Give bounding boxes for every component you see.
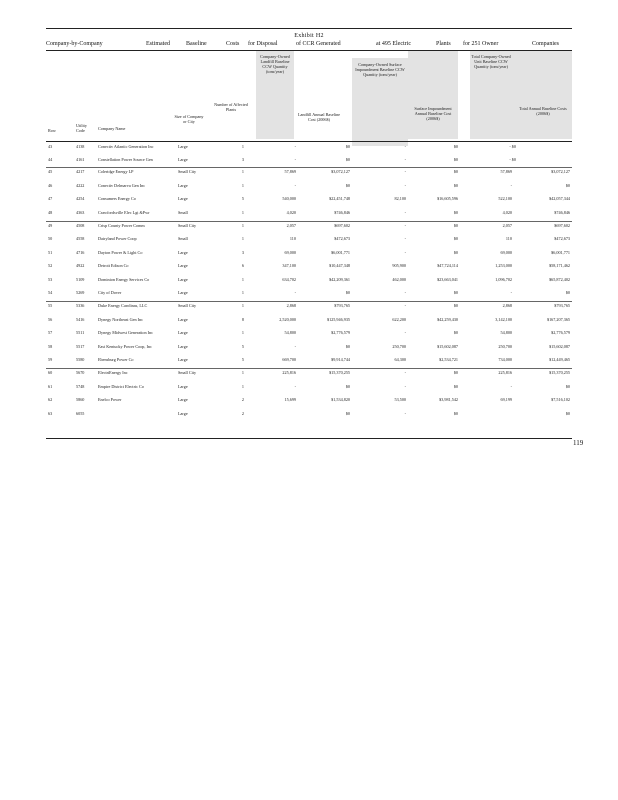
cell-surface-cost: $2,534,721: [439, 357, 458, 362]
cell-landfill-qty: -: [294, 290, 296, 295]
cell-company-name: Crisp County Power Comm: [98, 223, 145, 228]
col-header-surface-qty: Company-Owned Surface Impoundment Baseline CCW Quantity (tons/year): [355, 62, 405, 77]
cell-landfill-qty: 57,869: [284, 169, 296, 175]
cell-utility-code: 5670: [76, 370, 85, 376]
col-header-total-cost: Total Annual Baseline Costs (2006$): [519, 106, 567, 116]
cell-surface-cost: $0: [453, 169, 458, 175]
cell-landfill-cost: $0: [345, 290, 350, 295]
cell-size: Large: [178, 316, 188, 322]
cell-surface-qty: 53,500: [394, 397, 406, 403]
cell-company-name: City of Dover: [98, 290, 122, 295]
cell-landfill-cost: $9,914,744: [331, 357, 350, 362]
cell-surface-cost: $0: [453, 182, 458, 188]
cell-surface-qty: -: [404, 330, 406, 336]
cell-landfill-cost: $0: [345, 157, 350, 163]
cell-row: 56: [48, 316, 53, 322]
cell-size: Large: [178, 330, 188, 336]
cell-surface-cost: $0: [453, 370, 458, 376]
cell-size: Large: [178, 383, 188, 389]
cell-utility-code: 4363: [76, 209, 85, 215]
cell-plants: 2: [241, 397, 244, 403]
cell-row: 50: [48, 236, 53, 242]
cell-company-name: Coleridge Energy LP: [98, 169, 134, 175]
cell-landfill-cost: $697,602: [334, 223, 350, 228]
cell-size: Small City: [178, 169, 197, 175]
cell-row: 55: [48, 303, 53, 309]
cell-surface-qty: -: [404, 157, 406, 163]
cell-plants: 1: [241, 209, 244, 215]
cell-company-name: Enelco Power: [98, 397, 122, 403]
cell-row: 53: [48, 276, 53, 282]
cell-row: 63: [48, 410, 53, 416]
cell-company-name: Dayton Power & Light Co: [98, 249, 143, 255]
cell-total: - $0: [509, 157, 516, 163]
cell-total-cost: $2,776,579: [551, 330, 570, 336]
cell-size: Large: [178, 357, 188, 362]
cell-row: 62: [48, 397, 53, 403]
cell-total-cost: $697,602: [554, 223, 570, 228]
cell-size: Small: [178, 209, 188, 215]
cell-landfill-qty: -: [294, 157, 296, 163]
page-number: 119: [573, 439, 584, 447]
cell-landfill-qty: -: [294, 343, 296, 349]
cell-row: 44: [48, 157, 53, 163]
header-band: [408, 51, 458, 139]
cell-company-name: Consumers Energy Co: [98, 196, 136, 202]
cell-landfill-qty: 347,100: [282, 263, 296, 269]
cell-surface-qty: -: [404, 144, 406, 149]
cell-surface-cost: $0: [453, 330, 458, 336]
cell-utility-code: 5269: [76, 290, 85, 295]
cell-utility-code: 4716: [76, 249, 85, 255]
cell-utility-code: 5517: [76, 343, 85, 349]
title-part: for 251 Owner: [463, 41, 499, 47]
cell-plants: 1: [241, 383, 244, 389]
cell-landfill-qty: 2,520,000: [279, 316, 296, 322]
cell-total-qty: 4,020: [502, 209, 512, 215]
cell-surface-qty: 905,900: [392, 263, 406, 269]
cell-size: Small: [178, 236, 188, 242]
cell-row: 49: [48, 223, 53, 228]
cell-utility-code: 4222: [76, 182, 85, 188]
cell-size: Small City: [178, 370, 197, 376]
cell-row: 57: [48, 330, 53, 336]
cell-size: Small City: [178, 223, 197, 228]
cell-size: Large: [178, 144, 188, 149]
title-part: Plants: [436, 41, 451, 47]
cell-total-cost: $167,207,365: [546, 316, 570, 322]
title-part: Costs: [226, 41, 240, 47]
cell-landfill-qty: 15,699: [284, 397, 296, 403]
cell-total-cost: $15,602,087: [549, 343, 570, 349]
cell-utility-code: 4254: [76, 196, 85, 202]
cell-landfill-qty: 669,700: [282, 357, 296, 362]
cell-company-name: Ebensburg Power Co: [98, 357, 134, 362]
cell-utility-code: 4161: [76, 157, 85, 163]
cell-total-qty: 110: [505, 236, 512, 242]
cell-company-name: Conectiv Delmarva Gen Inc: [98, 182, 146, 188]
cell-surface-cost: $0: [453, 157, 458, 163]
cell-total-qty: -: [510, 290, 512, 295]
cell-surface-qty: 64,300: [394, 357, 406, 362]
cell-plants: 1: [241, 236, 244, 242]
cell-surface-qty: -: [404, 209, 406, 215]
cell-plants: 1: [241, 182, 244, 188]
cell-total-cost: $746,846: [554, 209, 570, 215]
col-header-size: Size of Company or City: [174, 114, 204, 124]
cell-total-cost: $12,449,465: [549, 357, 570, 362]
title-part: at 495 Electric: [376, 41, 411, 47]
cell-landfill-qty: 69,000: [284, 249, 296, 255]
cell-plants: 3: [241, 157, 244, 163]
cell-landfill-cost: $2,776,579: [331, 330, 350, 336]
cell-total-qty: -: [510, 182, 512, 188]
cell-total-qty: 2,868: [502, 303, 512, 309]
cell-landfill-cost: $22,451,748: [329, 196, 350, 202]
cell-landfill-qty: 2,057: [286, 223, 296, 228]
cell-surface-qty: 250,700: [392, 343, 406, 349]
cell-landfill-cost: $1,534,820: [331, 397, 350, 403]
col-header-row: Row: [48, 128, 56, 133]
cell-total-qty: 69,199: [500, 397, 512, 403]
cell-size: Large: [178, 157, 188, 163]
cell-total-cost: $0: [565, 410, 570, 416]
cell-utility-code: 5860: [76, 397, 85, 403]
cell-landfill-cost: $746,846: [334, 209, 350, 215]
cell-utility-code: 4217: [76, 169, 85, 175]
cell-landfill-cost: $0: [345, 410, 350, 416]
cell-surface-qty: -: [404, 223, 406, 228]
cell-company-name: East Kentucky Power Coop, Inc: [98, 343, 152, 349]
cell-row: 51: [48, 249, 53, 255]
cell-utility-code: 5336: [76, 303, 85, 309]
cell-company-name: Dynegy Northeast Gen Inc: [98, 316, 144, 322]
cell-plants: 5: [241, 196, 244, 202]
row-separator: [46, 221, 572, 222]
cell-plants: 1: [241, 144, 244, 149]
cell-total: - $0: [509, 144, 516, 149]
cell-total-cost: $65,872,402: [549, 276, 570, 282]
title-part: of CCR Generated: [296, 41, 341, 47]
title-part: Company-by-Company: [46, 41, 103, 47]
cell-row: 43: [48, 144, 53, 149]
cell-size: Large: [178, 290, 188, 295]
cell-row: 58: [48, 343, 53, 349]
cell-surface-qty: -: [404, 249, 406, 255]
cell-utility-code: 5416: [76, 316, 85, 322]
cell-row: 54: [48, 290, 53, 295]
cell-size: Large: [178, 263, 188, 269]
cell-total-qty: 2,057: [502, 223, 512, 228]
col-header-plants: Number of Affected Plants: [214, 102, 248, 112]
cell-company-name: Detroit Edison Co: [98, 263, 129, 269]
cell-total-qty: 3,142,100: [495, 316, 512, 322]
cell-landfill-qty: 110: [289, 236, 296, 242]
cell-company-name: Dairyland Power Coop: [98, 236, 137, 242]
header-rule: [46, 141, 572, 142]
cell-utility-code: 5511: [76, 330, 85, 336]
cell-landfill-cost: $15,370,255: [329, 370, 350, 376]
cell-utility-code: 4558: [76, 236, 85, 242]
cell-total-cost: $0: [565, 290, 570, 295]
cell-size: Large: [178, 410, 188, 416]
cell-total-qty: 57,869: [500, 169, 512, 175]
cell-surface-cost: $0: [453, 144, 458, 149]
cell-surface-cost: $42,259,430: [437, 316, 458, 322]
cell-total-cost: $7,516,102: [551, 397, 570, 403]
cell-plants: 1: [241, 370, 244, 376]
cell-size: Large: [178, 276, 188, 282]
cell-company-name: Constellation Power Source Gen: [98, 157, 153, 163]
cell-row: 45: [48, 169, 53, 175]
cell-total-qty: 1,096,702: [495, 276, 512, 282]
title-part: Companies: [532, 41, 559, 47]
cell-surface-qty: -: [404, 290, 406, 295]
cell-surface-qty: -: [404, 383, 406, 389]
cell-landfill-cost: $793,765: [334, 303, 350, 309]
cell-company-name: Crawfordsville Elec Lgt &Pwr: [98, 209, 150, 215]
cell-plants: 1: [241, 223, 244, 228]
cell-row: 48: [48, 209, 53, 215]
col-header-surface-cost: Surface Impoundment Annual Baseline Cost (2006$): [414, 106, 452, 121]
col-header-landfill-qty: Company-Owned Landfill Baseline CCW Quantity (tons/year): [260, 54, 290, 74]
cell-company-name: Dominion Energy Services Co: [98, 276, 150, 282]
cell-plants: 2: [241, 410, 244, 416]
cell-plants: 5: [241, 343, 244, 349]
cell-landfill-qty: 225,816: [282, 370, 296, 376]
cell-utility-code: 5748: [76, 383, 85, 389]
cell-landfill-qty: -: [294, 182, 296, 188]
cell-utility-code: 4508: [76, 223, 85, 228]
cell-total-cost: $793,765: [554, 303, 570, 309]
cell-total-cost: $58,171,462: [549, 263, 570, 269]
cell-total-qty: 225,816: [498, 370, 512, 376]
cell-surface-qty: -: [404, 236, 406, 242]
cell-surface-cost: $0: [453, 290, 458, 295]
cell-company-name: Conectiv Atlantic Generation Inc: [98, 144, 154, 149]
cell-surface-cost: $0: [453, 209, 458, 215]
cell-plants: 3: [241, 249, 244, 255]
cell-plants: 8: [241, 316, 244, 322]
cell-total-cost: $0: [565, 383, 570, 389]
cell-surface-qty: -: [404, 169, 406, 175]
top-rule: [46, 28, 572, 29]
cell-total-cost: $42,057,344: [549, 196, 570, 202]
row-separator: [46, 368, 572, 369]
cell-landfill-cost: $0: [345, 182, 350, 188]
cell-landfill-cost: $6,001,771: [331, 249, 350, 255]
cell-total-qty: 54,800: [500, 330, 512, 336]
cell-total-cost: $472,673: [554, 236, 570, 242]
bottom-rule: [46, 438, 572, 439]
cell-total-cost: $15,370,255: [549, 370, 570, 376]
cell-utility-code: 5109: [76, 276, 85, 282]
title-part: Baseline: [186, 41, 207, 47]
row-separator: [46, 167, 572, 168]
cell-plants: 1: [241, 303, 244, 309]
cell-surface-qty: 622,200: [392, 316, 406, 322]
cell-surface-cost: $16,605,596: [437, 196, 458, 202]
cell-landfill-cost: $472,673: [334, 236, 350, 242]
cell-surface-qty: 462,000: [392, 276, 406, 282]
cell-utility-code: 5580: [76, 357, 85, 362]
cell-total-cost: $3,072,127: [551, 169, 570, 175]
col-header-total-qty: Total Company-Owned Unit Baseline CCW Quantity (tons/year): [471, 54, 511, 69]
cell-utility-code: 4922: [76, 263, 85, 269]
cell-landfill-cost: $42,209,361: [329, 276, 350, 282]
cell-utility-code: 6055: [76, 410, 85, 416]
cell-landfill-cost: $3,072,127: [331, 169, 350, 175]
cell-surface-cost: $0: [453, 383, 458, 389]
cell-surface-cost: $15,602,087: [437, 343, 458, 349]
cell-surface-qty: -: [404, 303, 406, 309]
cell-surface-qty: -: [404, 410, 406, 416]
cell-plants: 1: [241, 276, 244, 282]
cell-company-name: Duke Energy Carolinas, LLC: [98, 303, 148, 309]
cell-landfill-qty: 54,800: [284, 330, 296, 336]
cell-landfill-qty: -: [294, 144, 296, 149]
col-header-landfill-cost: Landfill Annual Baseline Cost (2006$): [297, 112, 341, 122]
title-part: Estimated: [146, 41, 170, 47]
cell-surface-qty: -: [404, 370, 406, 376]
cell-surface-cost: $0: [453, 410, 458, 416]
cell-row: 61: [48, 383, 53, 389]
cell-total-qty: 1,253,000: [495, 263, 512, 269]
cell-size: Large: [178, 397, 188, 403]
cell-surface-cost: $0: [453, 236, 458, 242]
cell-landfill-cost: $0: [345, 343, 350, 349]
col-header-company-name: Company Name: [98, 126, 126, 131]
cell-surface-cost: $47,724,114: [437, 263, 458, 269]
cell-landfill-qty: -: [294, 383, 296, 389]
cell-landfill-cost: $0: [345, 144, 350, 149]
cell-size: Large: [178, 196, 188, 202]
cell-total-cost: $6,001,771: [551, 249, 570, 255]
cell-surface-cost: $3,981,542: [439, 397, 458, 403]
cell-size: Large: [178, 249, 188, 255]
cell-surface-cost: $0: [453, 303, 458, 309]
cell-row: 60: [48, 370, 53, 376]
cell-company-name: Dynegy Midwest Generation Inc: [98, 330, 154, 336]
cell-plants: 1: [241, 330, 244, 336]
cell-landfill-cost: $125,946,935: [326, 316, 350, 322]
cell-total-qty: -: [510, 383, 512, 389]
cell-total-qty: 250,700: [498, 343, 512, 349]
cell-surface-qty: 82,100: [394, 196, 406, 202]
cell-total-cost: $0: [565, 182, 570, 188]
cell-utility-code: 4138: [76, 144, 85, 149]
cell-row: 52: [48, 263, 53, 269]
cell-size: Large: [178, 182, 188, 188]
cell-total-qty: 522,100: [498, 196, 512, 202]
cell-size: Large: [178, 343, 188, 349]
cell-plants: 1: [241, 290, 244, 295]
cell-company-name: ElectriEnergy Inc: [98, 370, 128, 376]
row-separator: [46, 301, 572, 302]
cell-row: 47: [48, 196, 53, 202]
cell-landfill-cost: $10,447,348: [329, 263, 350, 269]
exhibit-label: Exhibit H2: [294, 33, 324, 39]
cell-surface-qty: -: [404, 182, 406, 188]
cell-row: 59: [48, 357, 53, 362]
cell-landfill-qty: 634,702: [282, 276, 296, 282]
cell-surface-cost: $0: [453, 223, 458, 228]
title-part: for Disposal: [248, 41, 278, 47]
col-header-utility-code: Utility Code: [76, 123, 87, 133]
cell-surface-cost: $23,663,041: [437, 276, 458, 282]
cell-landfill-qty: 4,020: [286, 209, 296, 215]
cell-plants: 5: [241, 357, 244, 362]
cell-landfill-qty: 2,868: [286, 303, 296, 309]
cell-plants: 1: [241, 169, 244, 175]
cell-size: Small City: [178, 303, 197, 309]
cell-total-qty: 69,000: [500, 249, 512, 255]
cell-row: 46: [48, 182, 53, 188]
cell-company-name: Empire District Electric Co: [98, 383, 144, 389]
cell-surface-cost: $0: [453, 249, 458, 255]
cell-landfill-qty: 540,000: [282, 196, 296, 202]
cell-plants: 6: [241, 263, 244, 269]
cell-landfill-cost: $0: [345, 383, 350, 389]
cell-total-qty: 734,000: [498, 357, 512, 362]
